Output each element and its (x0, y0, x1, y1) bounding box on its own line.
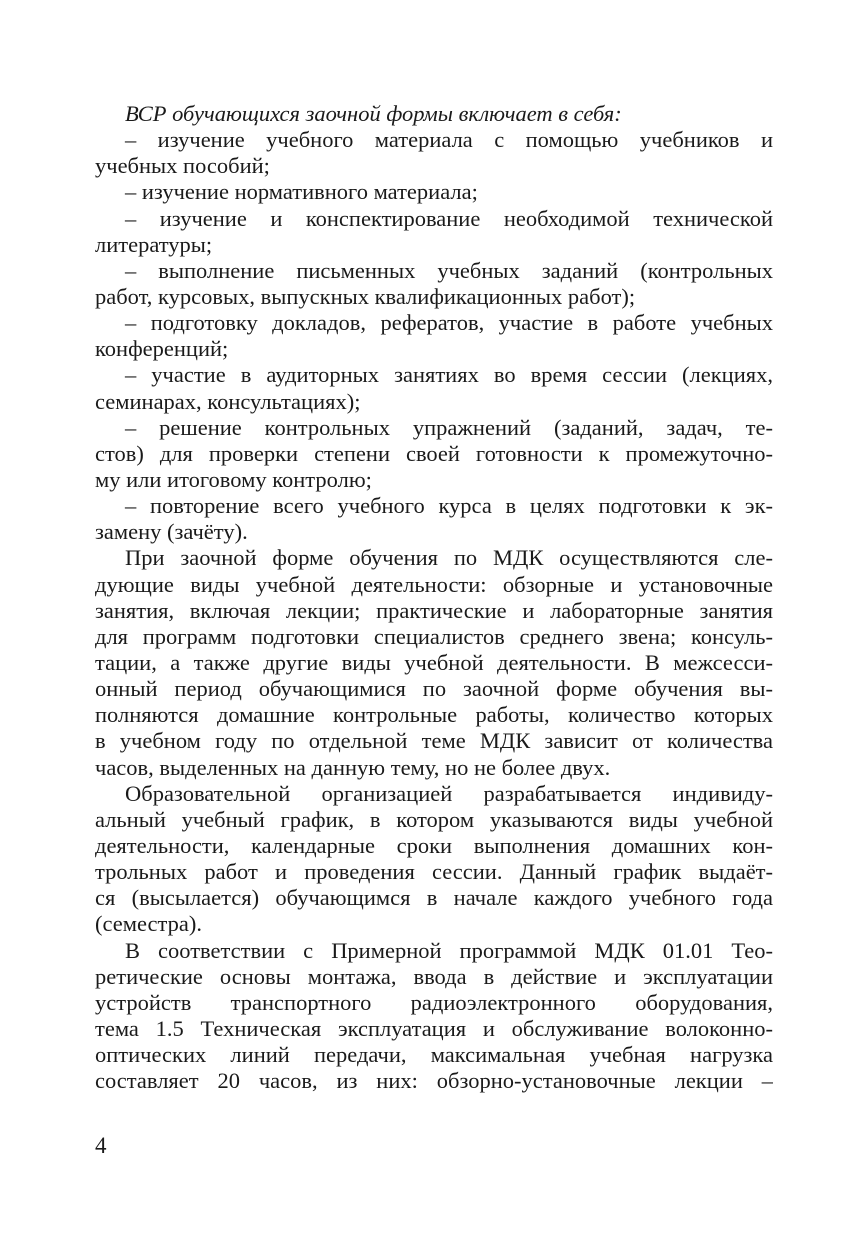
page-body (95, 101, 773, 1094)
intro-heading-line: ВСР обучающихся заочной формы включает в себя: (125, 101, 622, 126)
text-line: – изучение нормативного материала; (125, 179, 478, 205)
text-line: деятельности, календарные сроки выполнения домашних кон- (95, 832, 773, 858)
text-line: ся (высылается) обучающимся в начале каждого учебного года (95, 885, 773, 911)
text-line: – подготовку докладов, рефератов, участие в работе учебных (125, 310, 773, 336)
text-line: тации, а также другие виды учебной деятельности. В межсесси- (95, 649, 773, 675)
text-line: учебных пособий; (95, 153, 270, 179)
text-line: замену (зачёту). (95, 519, 248, 545)
text-line: тема 1.5 Техническая эксплуатация и обслуживание волоконно- (95, 1015, 773, 1041)
text-line: для программ подготовки специалистов среднего звена; консуль- (95, 623, 773, 649)
text-line: альный учебный график, в котором указываются виды учебной (95, 806, 773, 832)
text-line: онный период обучающимися по заочной форме обучения вы- (95, 676, 773, 702)
text-line: часов, выделенных на данную тему, но не более двух. (95, 754, 611, 780)
text-line: – решение контрольных упражнений (заданий, задач, те- (125, 414, 773, 440)
text-line: – изучение учебного материала с помощью учебников и (125, 127, 773, 153)
page-number: 4 (95, 1133, 107, 1158)
text-line: – изучение и конспектирование необходимой технической (125, 205, 773, 231)
text-line: конференций; (95, 336, 229, 362)
text-line: занятия, включая лекции; практические и лабораторные занятия (95, 597, 773, 623)
text-line: ретические основы монтажа, ввода в действие и эксплуатации (95, 963, 773, 989)
text-line: При заочной форме обучения по МДК осуществляются сле- (125, 545, 773, 571)
text-line: – участие в аудиторных занятиях во время сессии (лекциях, (125, 362, 773, 388)
text-line: устройств транспортного радиоэлектронного оборудования, (95, 989, 773, 1015)
text-line: – выполнение письменных учебных заданий (контрольных (125, 257, 773, 283)
text-line: дующие виды учебной деятельности: обзорные и установочные (95, 571, 773, 597)
text-line: му или итоговому контролю; (95, 466, 372, 492)
text-line: семинарах, консультациях); (95, 388, 361, 414)
text-line: В соответствии с Примерной программой МДК 01.01 Тео- (125, 937, 773, 963)
text-line: составляет 20 часов, из них: обзорно-установочные лекции – (95, 1068, 773, 1094)
text-line: работ, курсовых, выпускных квалификационных работ); (95, 283, 636, 309)
text-line: Образовательной организацией разрабатывается индивиду- (125, 780, 773, 806)
text-line: оптических линий передачи, максимальная учебная нагрузка (95, 1042, 773, 1068)
text-line: трольных работ и проведения сессии. Данный график выдаёт- (95, 859, 773, 885)
text-line: литературы; (95, 231, 213, 257)
text-line: – повторение всего учебного курса в целях подготовки к эк- (125, 493, 773, 519)
text-line: стов) для проверки степени своей готовности к промежуточно- (95, 440, 773, 466)
text-line: полняются домашние контрольные работы, количество которых (95, 702, 773, 728)
text-line: (семестра). (95, 911, 202, 937)
text-line: в учебном году по отдельной теме МДК зависит от количества (95, 728, 773, 754)
